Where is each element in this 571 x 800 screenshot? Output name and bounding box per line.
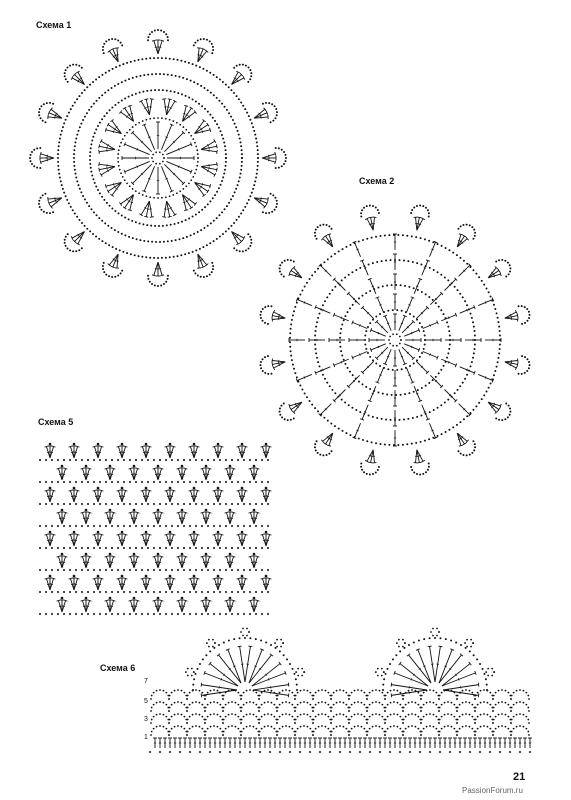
scheme-1-label: Схема 1 <box>36 20 72 30</box>
scheme-6-label: Схема 6 <box>100 663 136 673</box>
scheme-6-edging-diagram <box>144 628 532 753</box>
row-number-3: 3 <box>144 716 148 723</box>
row-number-7: 7 <box>144 678 148 685</box>
scheme-5-mesh-diagram <box>39 443 271 615</box>
row-number-5: 5 <box>144 698 148 705</box>
scheme-2-doily-diagram <box>259 204 530 475</box>
watermark: PassionForum.ru <box>462 786 523 795</box>
page-number: 21 <box>513 771 526 783</box>
scheme-1-doily-diagram <box>29 29 287 287</box>
row-number-1: 1 <box>144 734 148 741</box>
scheme-5-label: Схема 5 <box>38 417 74 427</box>
scheme-2-label: Схема 2 <box>359 176 395 186</box>
